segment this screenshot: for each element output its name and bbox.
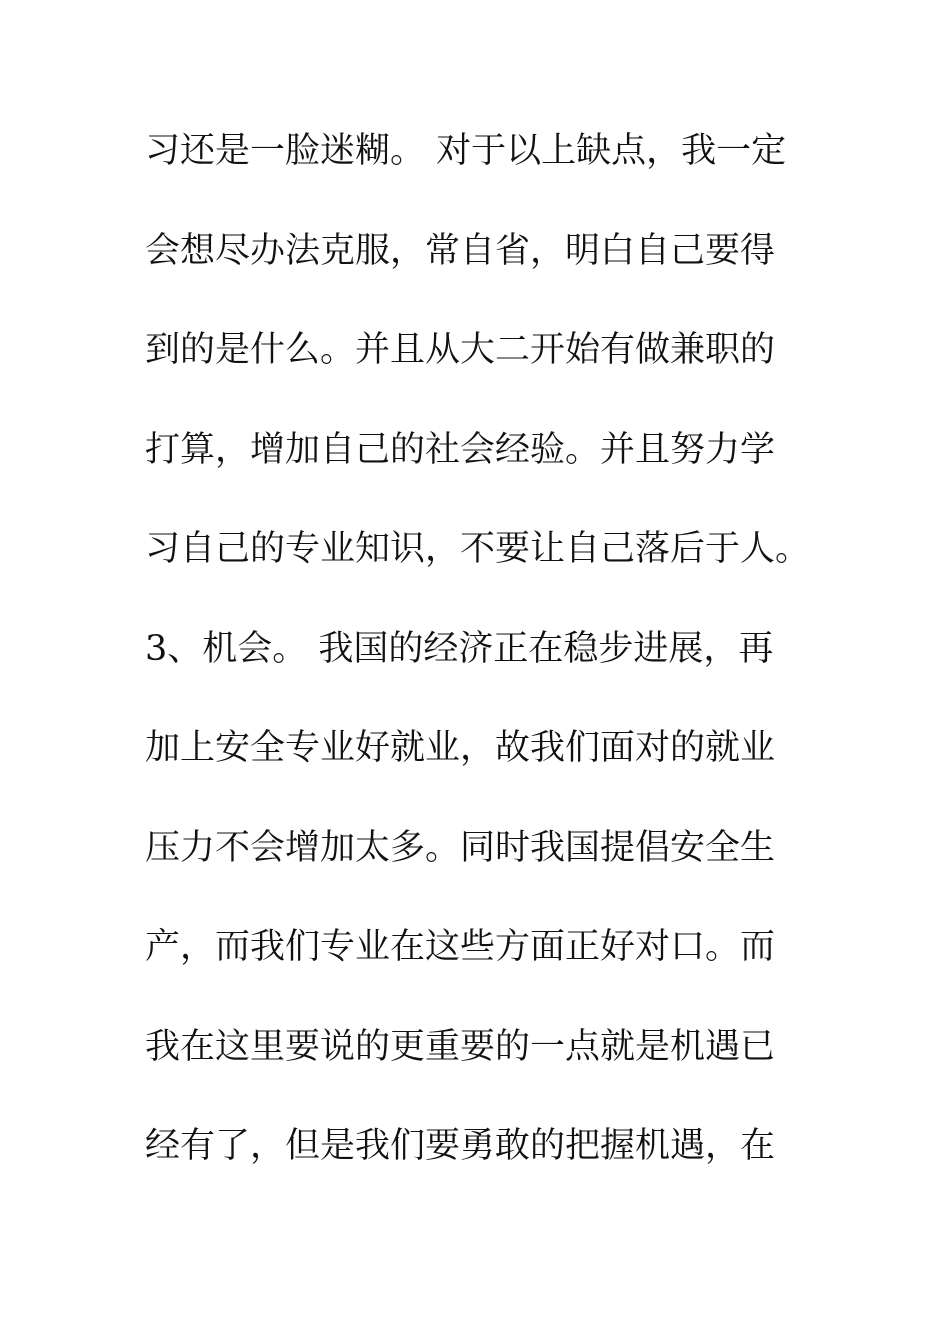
text-line: 到的是什么。并且从大二开始有做兼职的 (145, 330, 776, 370)
text-line: 习自己的专业知识，不要让自己落后于人。 (145, 529, 811, 569)
text-line: 打算，增加自己的社会经验。并且努力学 (145, 429, 776, 470)
text-line: 加上安全专业好就业，故我们面对的就业 (145, 728, 776, 768)
text-line: 我在这里要说的更重要的一点就是机遇已 (145, 1026, 776, 1067)
text-line: 3、机会。 我国的经济正在稳步进展，再 (145, 628, 774, 669)
text-line: 经有了，但是我们要勇敢的把握机遇，在 (145, 1126, 776, 1166)
text-line: 产，而我们专业在这些方面正好对口。而 (145, 927, 776, 967)
text-line: 会想尽办法克服，常自省，明白自己要得 (145, 230, 776, 271)
body-text (145, 126, 825, 1221)
text-line: 压力不会增加太多。同时我国提倡安全生 (145, 827, 776, 868)
text-line: 习还是一脸迷糊。 对于以上缺点，我一定 (145, 131, 787, 171)
